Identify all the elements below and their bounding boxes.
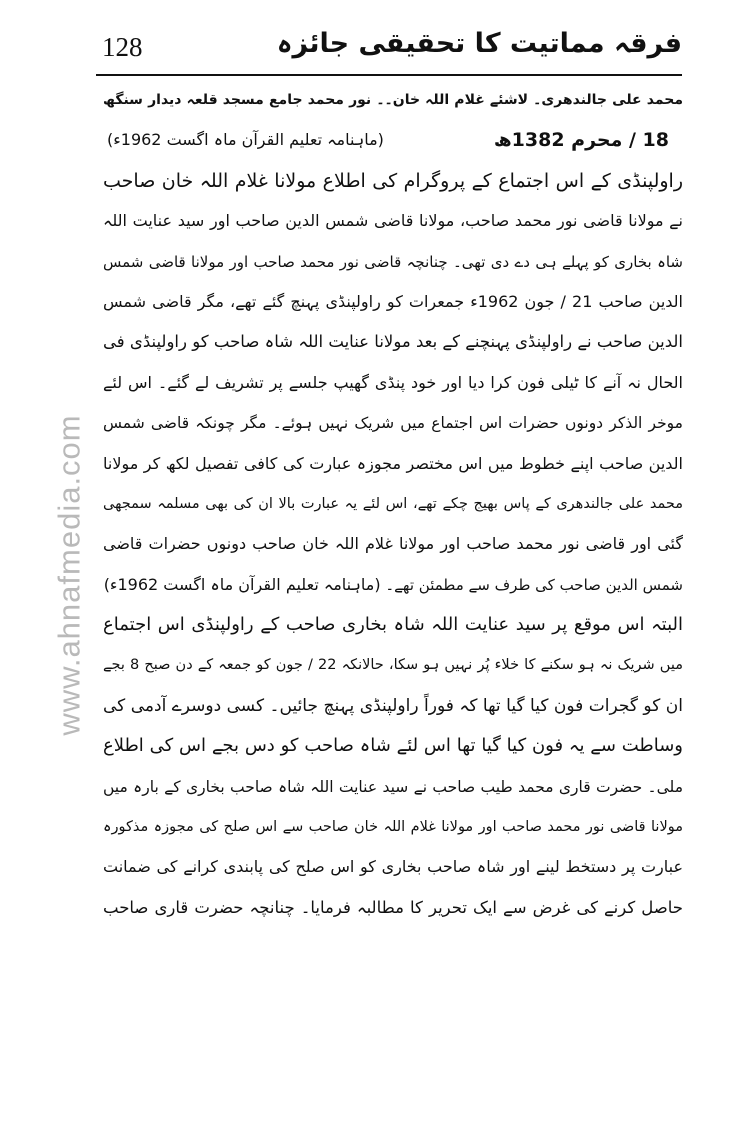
watermark [38,405,102,745]
paragraph-2 [103,609,683,925]
paragraph-line: میں شریک نہ ہو سکنے کا خلاء پُر نہیں ہو سکا، حالانکہ 22 / جون کو جمعہ کے دن صبح 8 بجے [103,657,683,674]
paragraph-line-text: شمس الدین صاحب کی طرف سے مطمئن تھے۔ [385,575,683,594]
paragraph-line: مولانا قاضی نور محمد صاحب اور مولانا غلام اللہ خان صاحب سے اس صلح کی مجوزہ مذکورہ [103,819,683,836]
paragraph-line: البتہ اس موقع پر سید عنایت اللہ شاہ بخاری صاحب کے راولپنڈی اس اجتماع [103,614,683,636]
reference-source: (ماہنامہ تعلیم القرآن ماہ اگست 1962ء) [107,130,384,150]
paragraph-line: راولپنڈی کے اس اجتماع کے پروگرام کی اطلاع مولانا غلام اللہ خان صاحب [103,169,683,192]
paragraph-1 [103,165,683,602]
paragraph-line: عبارت پر دستخط لینے اور شاہ صاحب بخاری کو اس صلح کی پابندی کرانے کی ضمانت [103,857,683,877]
page-number: 128 [102,32,143,62]
paragraph-line: نے مولانا قاضی نور محمد صاحب، مولانا قاضی شمس الدین صاحب اور سید عنایت اللہ [103,211,683,231]
reference-names-line: محمد علی جالندھری۔ لاشئے غلام اللہ خان۔۔ نور محمد جامع مسجد قلعہ دیدار سنگھ [103,92,683,108]
paragraph-line: شاہ بخاری کو پہلے ہی دے دی تھی۔ چنانچہ قاضی نور محمد صاحب اور مولانا قاضی شمس [103,252,683,271]
paragraph-line: ان کو گجرات فون کیا گیا تھا کہ فوراً راولپنڈی پہنچ جائیں۔ کسی دوسرے آدمی کی [103,695,683,716]
page-body [103,84,683,932]
watermark-text: www.ahnafmedia.com [52,414,87,736]
paragraph-line: الدین صاحب 21 / جون 1962ء جمعرات کو راولپنڈی پہنچ گئے تھے، مگر قاضی شمس [103,291,683,311]
reference-date-row [103,124,683,157]
paragraph-line: وساطت سے یہ فون کیا گیا تھا اس لئے شاہ صاحب کو دس بجے اس کی اطلاع [103,735,683,757]
inline-citation: (ماہنامہ تعلیم القرآن ماہ اگست 1962ء) [103,574,381,594]
page-header [96,24,682,74]
paragraph-line: الحال نہ آنے کا ٹیلی فون کرا دیا اور خود پنڈی گھیپ جلسے پر تشریف لے گئے۔ اس لئے [103,372,683,392]
paragraph-line: موخر الذکر دونوں حضرات اس اجتماع میں شریک نہیں ہوئے۔ مگر چونکہ قاضی شمس [103,414,683,433]
paragraph-line: الدین صاحب نے راولپنڈی پہنچنے کے بعد مولانا عنایت اللہ شاہ صاحب کو راولپنڈی فی [103,332,683,352]
paragraph-last-line [103,569,683,602]
book-title: فرقہ مماتیت کا تحقیقی جائزہ [276,28,682,59]
paragraph-line: الدین صاحب اپنے خطوط میں اس مختصر مجوزہ عبارت کی کافی تفصیل لکھ کر مولانا [103,453,683,473]
paragraph-line: گئی اور قاضی نور محمد صاحب اور مولانا غلام اللہ خان صاحب دونوں حضرات قاضی [103,534,683,554]
paragraph-line: محمد علی جالندھری کے پاس بھیج چکے تھے، اس لئے یہ عبارت بالا ان کی بھی مسلمہ سمجھی [103,495,683,512]
reference-date: 18 / محرم 1382ھ [493,129,669,152]
paragraph-line: ملی۔ حضرت قاری محمد طیب صاحب نے سید عنایت اللہ شاہ صاحب بخاری کے بارہ میں [103,777,683,796]
header-rule [96,74,682,76]
paragraph-line: حاصل کرنے کی غرض سے ایک تحریر کا مطالبہ فرمایا۔ چنانچہ حضرت قاری صاحب [103,897,683,917]
